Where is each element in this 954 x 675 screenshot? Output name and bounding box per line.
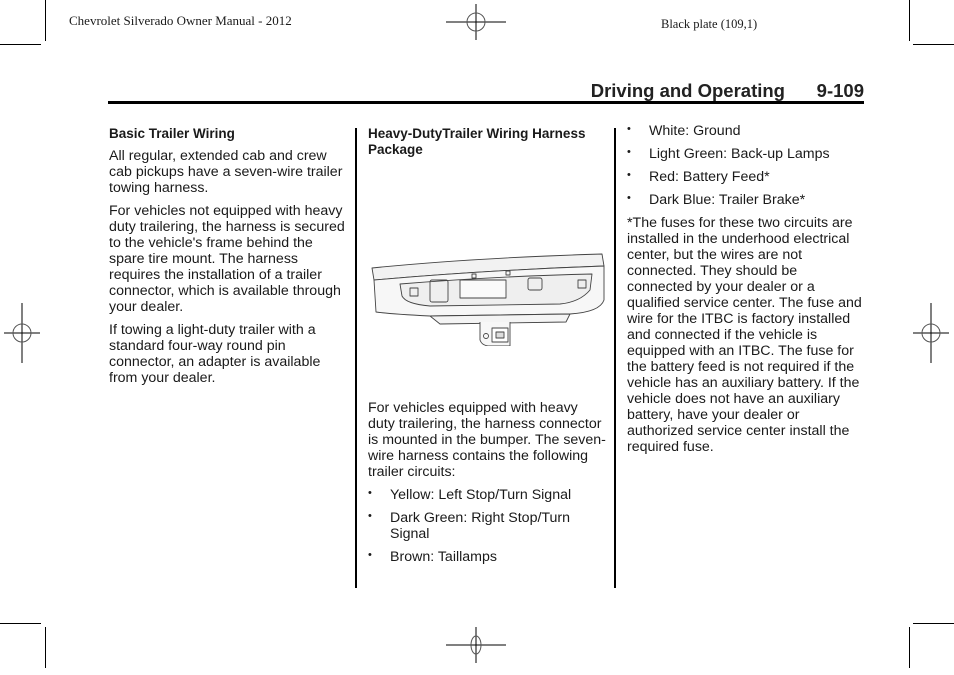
- registration-mark-bottom-icon: [446, 615, 506, 675]
- paragraph: For vehicles not equipped with heavy duty trailering, the harness is secured to the vehicle's frame behind the spare tire mount. The harness requires the installation of a trailer connector, which is available through your dealer.: [109, 203, 345, 315]
- heading-heavy-duty-harness: Heavy-DutyTrailer Wiring Harness Package: [368, 126, 586, 157]
- list-item: • Red: Battery Feed*: [627, 169, 770, 185]
- crop-mark-top-right-horizontal: [913, 44, 954, 45]
- bullet-icon: •: [368, 510, 372, 522]
- list-item: • Yellow: Left Stop/Turn Signal: [368, 487, 572, 503]
- column-divider-1: [355, 128, 357, 588]
- heading-basic-trailer-wiring: Basic Trailer Wiring: [109, 126, 235, 141]
- list-item: • Dark Green: Right Stop/Turn Signal: [368, 510, 571, 542]
- plate-label: Black plate (109,1): [661, 17, 758, 31]
- crop-mark-bottom-right-vertical: [909, 627, 910, 668]
- list-item: • Dark Blue: Trailer Brake*: [627, 192, 806, 208]
- registration-mark-right-icon: [901, 303, 954, 363]
- list-item: • Light Green: Back-up Lamps: [627, 146, 830, 162]
- bullet-icon: •: [627, 146, 631, 158]
- column-circuits-continued: [627, 123, 863, 462]
- bullet-icon: •: [627, 123, 631, 135]
- column-basic-trailer-wiring: [109, 126, 349, 393]
- crop-mark-bottom-left-vertical: [45, 627, 46, 668]
- crop-mark-top-left-vertical: [45, 0, 46, 41]
- circuit-list: [368, 487, 608, 565]
- paragraph: For vehicles equipped with heavy duty trailering, the harness connector is mounted in the bumper. The seven-wire harness contains the following trailer circuits:: [368, 400, 606, 480]
- crop-mark-bottom-left-horizontal: [0, 623, 41, 624]
- registration-mark-left-icon: [0, 303, 52, 363]
- bullet-icon: •: [368, 549, 372, 561]
- bullet-icon: •: [627, 192, 631, 204]
- paragraph: All regular, extended cab and crew cab pickups have a seven-wire trailer towing harness.: [109, 148, 343, 196]
- crop-mark-top-left-horizontal: [0, 44, 41, 45]
- manual-title: Chevrolet Silverado Owner Manual - 2012: [69, 13, 292, 28]
- section-title: Driving and Operating: [590, 80, 785, 101]
- circuit-list: [627, 123, 863, 208]
- paragraph: If towing a light-duty trailer with a standard four-way round pin connector, an adapter is available from your dealer.: [109, 322, 321, 386]
- page-number: 9-109: [816, 80, 864, 101]
- crop-mark-bottom-right-horizontal: [913, 623, 954, 624]
- list-item: • White: Ground: [627, 123, 741, 139]
- list-item: • Brown: Taillamps: [368, 549, 497, 565]
- footnote: *The fuses for these two circuits are installed in the underhood electrical center, but the wires are not connected. They should be connected by your dealer or a qualified service center. The fuse and wire for the ITBC is factory installed and connected if the vehicle is equipped with an ITBC. The fuse for the battery feed is not required if the vehicle has an auxiliary battery. If the vehicle does not have an auxiliary battery, have your dealer or authorized service center install the required fuse.: [627, 215, 862, 455]
- header-rule: [108, 101, 864, 104]
- rear-bumper-trailer-connector-icon: [370, 250, 606, 346]
- column-divider-2: [614, 128, 616, 588]
- bullet-icon: •: [627, 169, 631, 181]
- bullet-icon: •: [368, 487, 372, 499]
- registration-mark-top-icon: [446, 0, 506, 52]
- crop-mark-top-right-vertical: [909, 0, 910, 41]
- column-heavy-duty-harness: [368, 126, 608, 572]
